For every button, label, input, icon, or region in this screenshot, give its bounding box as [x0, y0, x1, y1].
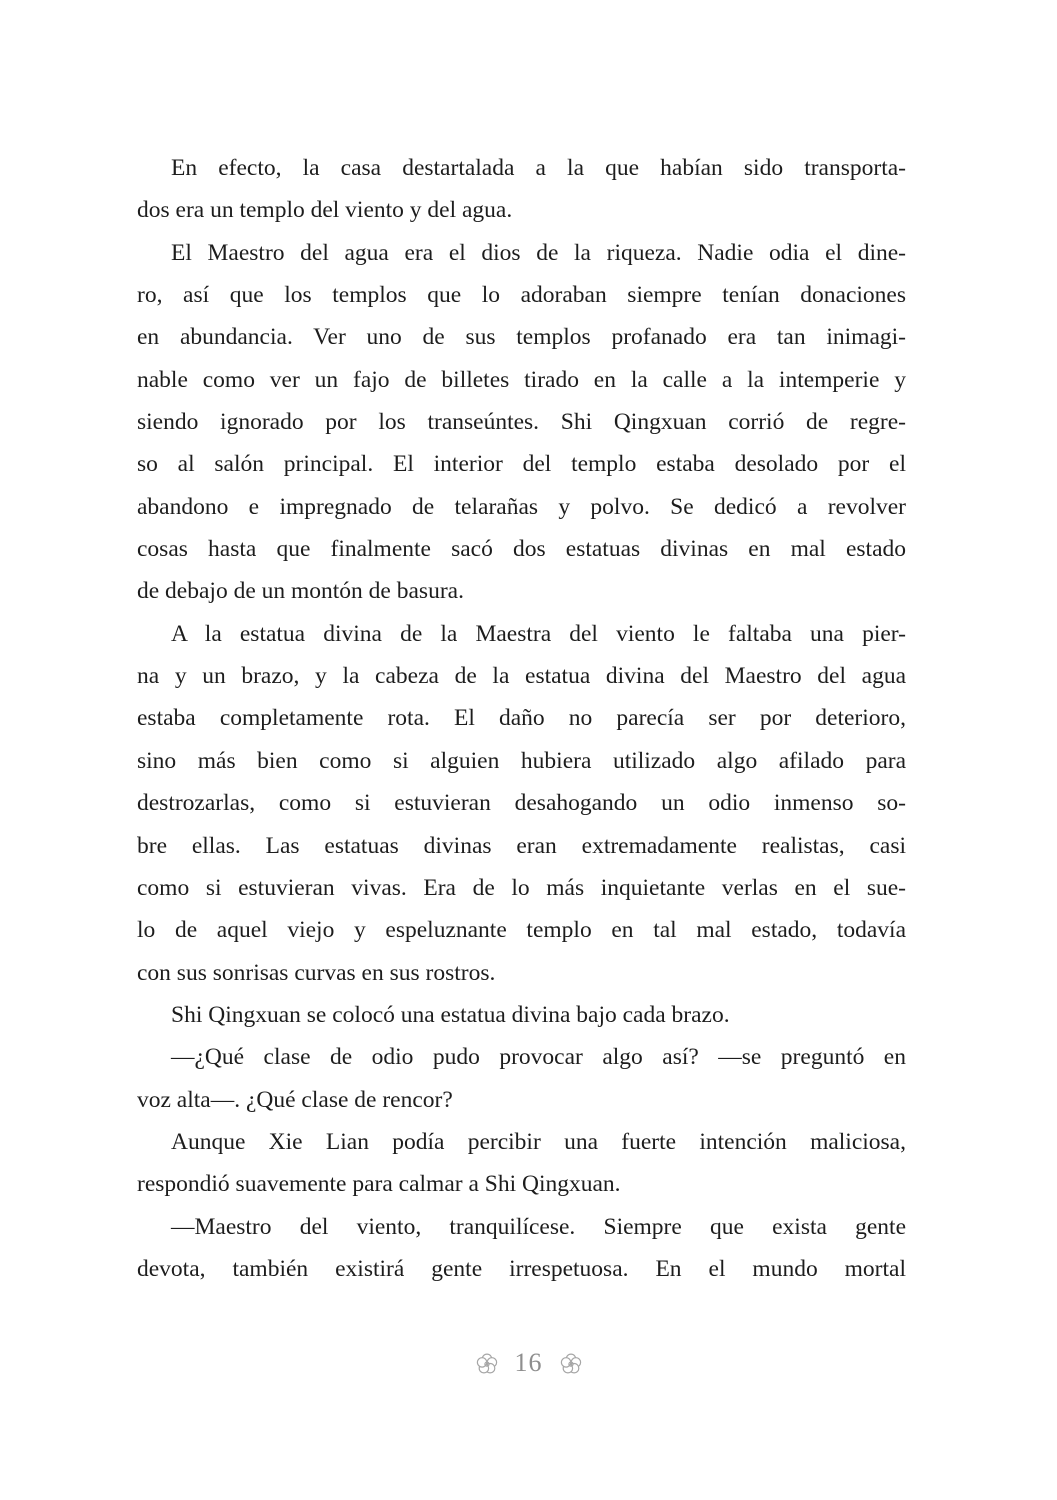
text-line: En efecto, la casa destartalada a la que habían sido transporta-: [171, 155, 906, 181]
text-line: bre ellas. Las estatuas divinas eran extremadamente realistas, casi: [137, 832, 906, 859]
text-line: siendo ignorado por los transeúntes. Shi Qingxuan corrió de regre-: [137, 409, 906, 436]
text-line: cosas hasta que finalmente sacó dos estatuas divinas en mal estado: [137, 536, 906, 563]
text-line: El Maestro del agua era el dios de la riqueza. Nadie odia el dine-: [171, 239, 906, 266]
text-line: nable como ver un fajo de billetes tirado en la calle a la intemperie y: [137, 366, 906, 393]
text-line: sino más bien como si alguien hubiera utilizado algo afilado para: [137, 747, 906, 774]
text-line: so al salón principal. El interior del templo estaba desolado por el: [137, 451, 906, 478]
text-line: lo de aquel viejo y espeluznante templo en tal mal estado, todavía: [137, 917, 906, 944]
text-line: voz alta—. ¿Qué clase de rencor?: [137, 1086, 453, 1113]
text-line: de debajo de un montón de basura.: [137, 578, 464, 605]
text-line: abandono e impregnado de telarañas y polvo. Se dedicó a revolver: [137, 493, 906, 520]
text-block: [137, 147, 906, 1290]
text-line: na y un brazo, y la cabeza de la estatua divina del Maestro del agua: [137, 663, 906, 690]
text-line: —¿Qué clase de odio pudo provocar algo así? —se preguntó en: [171, 1044, 906, 1071]
text-line: Shi Qingxuan se colocó una estatua divina bajo cada brazo.: [171, 1001, 730, 1028]
text-line: como si estuvieran vivas. Era de lo más inquietante verlas en el sue-: [137, 874, 906, 901]
text-line: estaba completamente rota. El daño no parecía ser por deterioro,: [137, 705, 906, 732]
flower-ornament-icon: [475, 1352, 499, 1376]
flower-ornament-icon: [559, 1352, 583, 1376]
text-line: destrozarlas, como si estuvieran desahogando un odio inmenso so-: [137, 790, 906, 817]
text-line: ro, así que los templos que lo adoraban siempre tenían donaciones: [137, 282, 906, 309]
text-line: con sus sonrisas curvas en sus rostros.: [137, 959, 496, 986]
text-line: Aunque Xie Lian podía percibir una fuerte intención maliciosa,: [171, 1128, 906, 1155]
text-line: devota, también existirá gente irrespetuosa. En el mundo mortal: [137, 1255, 906, 1282]
page-footer: [0, 1350, 1057, 1378]
text-line: respondió suavemente para calmar a Shi Qingxuan.: [137, 1171, 621, 1198]
page-number: 16: [514, 1348, 543, 1377]
text-line: —Maestro del viento, tranquilícese. Siempre que exista gente: [171, 1213, 906, 1240]
text-line: A la estatua divina de la Maestra del viento le faltaba una pier-: [171, 620, 906, 647]
text-line: dos era un templo del viento y del agua.: [137, 197, 513, 224]
text-line: en abundancia. Ver uno de sus templos profanado era tan inimagi-: [137, 324, 906, 351]
